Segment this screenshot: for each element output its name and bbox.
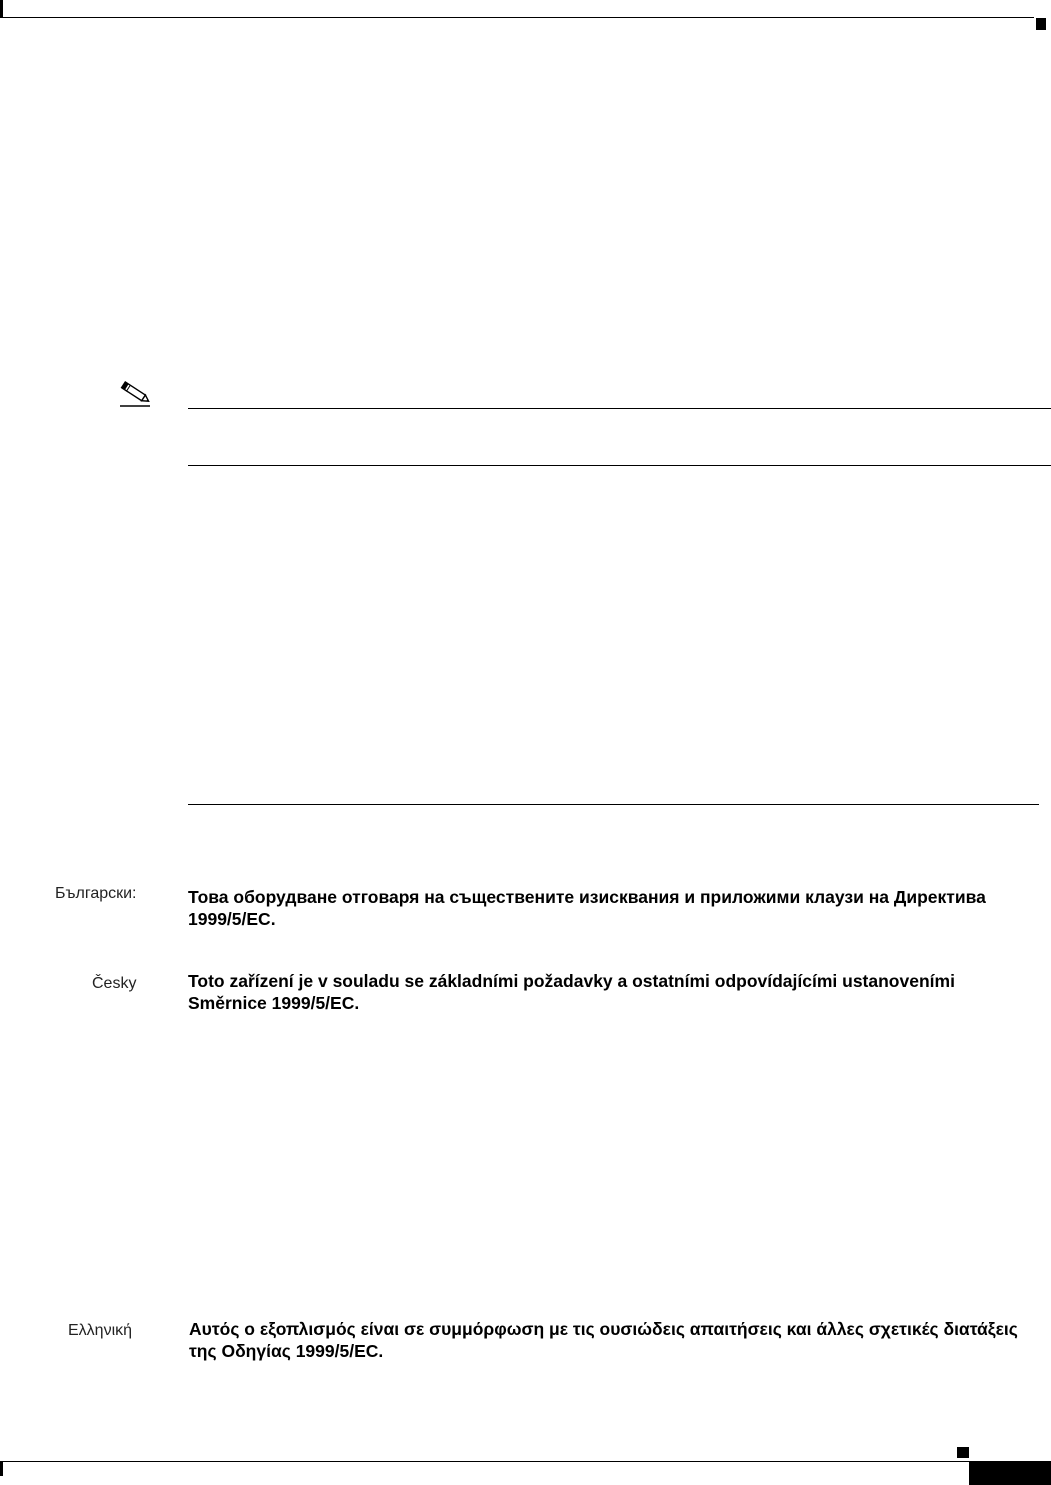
header-corner-mark xyxy=(0,0,3,18)
note-bottom-rule xyxy=(188,465,1051,466)
footer-marker xyxy=(957,1447,969,1458)
declaration-text-bulgarian: Това оборудване отговаря на съществените изисквания и приложими клаузи на Директива 1999/5/ЕС. xyxy=(188,887,986,929)
language-label-greek: Ελληνική xyxy=(68,1322,133,1339)
declaration-text-czech: Toto zařízení je v souladu se základními požadavky a ostatními odpovídajícími ustanoveními Směrnice 1999/5/EC. xyxy=(188,971,955,1013)
header-rule xyxy=(0,17,1034,18)
section-rule xyxy=(188,804,1039,805)
footer-corner-mark xyxy=(0,1462,3,1476)
header-marker xyxy=(1036,18,1046,30)
declaration-text-greek: Αυτός ο εξοπλισμός είναι σε συμμόρφωση με τις ουσιώδεις απαιτήσεις και άλλες σχετικές διατάξεις της Οδηγίας 1999/5/EC. xyxy=(189,1319,1018,1361)
language-label-czech: Česky xyxy=(92,975,137,992)
footer-rule xyxy=(0,1461,973,1462)
note-top-rule xyxy=(188,408,1051,409)
page-number-tab xyxy=(969,1461,1051,1485)
pencil-note-icon xyxy=(117,380,155,408)
language-label-bulgarian: Български: xyxy=(55,885,137,902)
